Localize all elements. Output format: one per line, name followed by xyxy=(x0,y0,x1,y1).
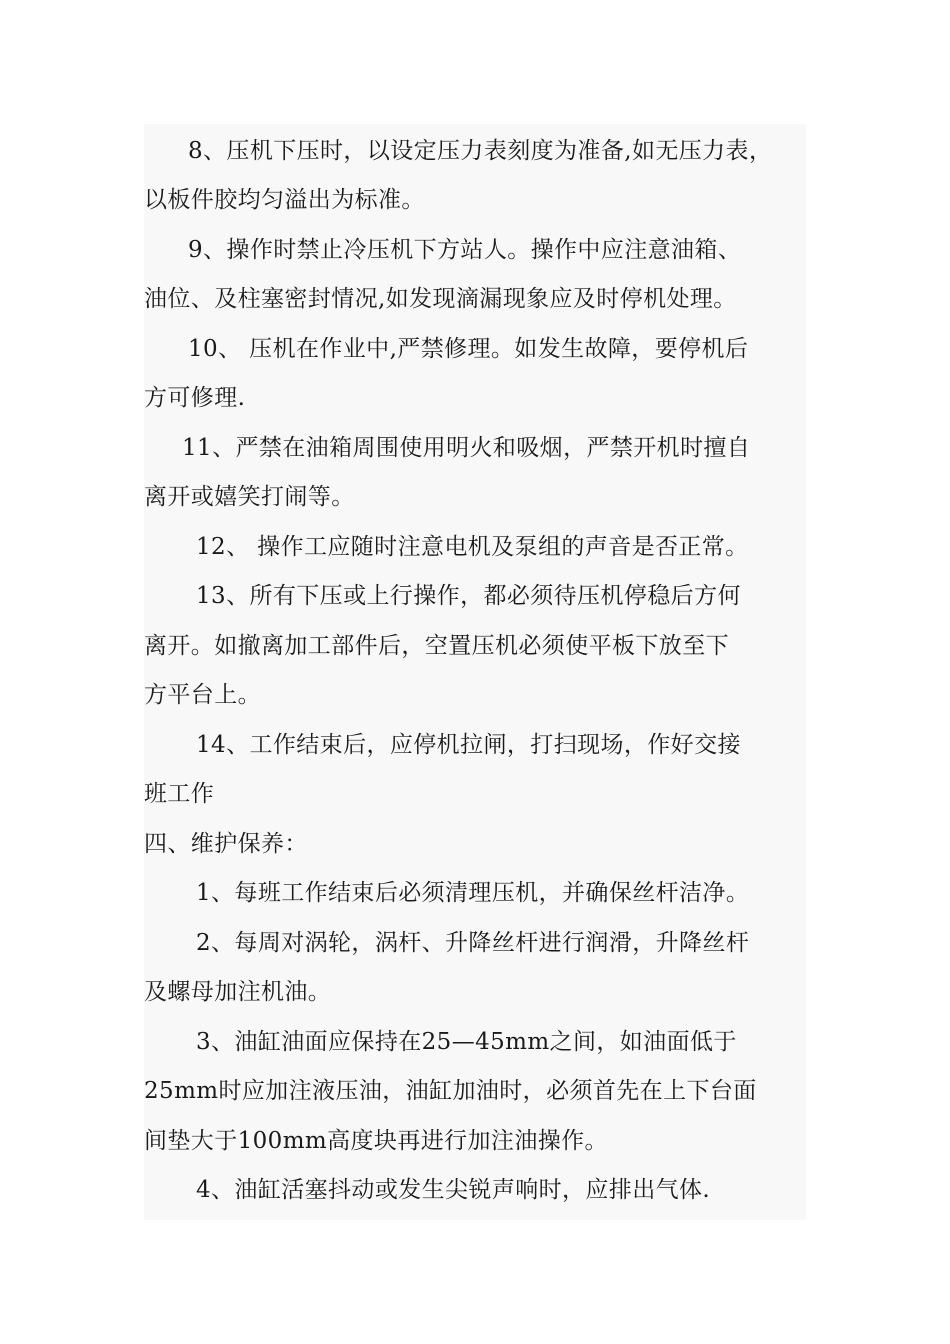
maintenance-item-2-line-1: 2、每周对涡轮，涡杆、升降丝杆进行润滑，升降丝杆 xyxy=(196,930,750,956)
paragraph-10-line-2: 方可修理. xyxy=(144,385,246,411)
maintenance-item-3-line-3: 间垫大于100mm高度块再进行加注油操作。 xyxy=(144,1128,608,1154)
paragraph-11-line-2: 离开或嬉笑打闹等。 xyxy=(144,484,355,510)
maintenance-item-1-line-1: 1、每班工作结束后必须清理压机，并确保丝杆洁净。 xyxy=(196,880,750,906)
paragraph-13-line-1: 13、所有下压或上行操作，都必须待压机停稳后方何 xyxy=(196,583,741,609)
document-text-block xyxy=(144,124,806,1220)
maintenance-item-3-line-1: 3、油缸油面应保持在25—45mm之间，如油面低于 xyxy=(196,1029,737,1055)
paragraph-14-line-1: 14、工作结束后，应停机拉闸，打扫现场，作好交接 xyxy=(196,732,741,758)
paragraph-12-line-1: 12、 操作工应随时注意电机及泵组的声音是否正常。 xyxy=(196,534,749,560)
paragraph-9-line-2: 油位、及柱塞密封情况,如发现滴漏现象应及时停机处理。 xyxy=(144,286,737,312)
section-heading-maintenance: 四、维护保养： xyxy=(144,831,308,857)
maintenance-item-2-line-2: 及螺母加注机油。 xyxy=(144,979,332,1005)
maintenance-item-4-line-1: 4、油缸活塞抖动或发生尖锐声响时，应排出气体. xyxy=(196,1177,711,1203)
paragraph-8-line-1: 8、压机下压时，以设定压力表刻度为准备,如无压力表， xyxy=(188,138,773,164)
paragraph-10-line-1: 10、 压机在作业中,严禁修理。如发生故障，要停机后 xyxy=(188,336,749,362)
paragraph-11-line-1: 11、严禁在油箱周围使用明火和吸烟，严禁开机时擅自 xyxy=(182,435,751,461)
paragraph-13-line-3: 方平台上。 xyxy=(144,682,261,708)
paragraph-13-line-2: 离开。如撤离加工部件后，空置压机必须使平板下放至下 xyxy=(144,633,729,659)
paragraph-8-line-2: 以板件胶均匀溢出为标准。 xyxy=(144,187,425,213)
paragraph-9-line-1: 9、操作时禁止冷压机下方站人。操作中应注意油箱、 xyxy=(188,237,742,263)
maintenance-item-3-line-2: 25mm时应加注液压油，油缸加油时，必须首先在上下台面 xyxy=(144,1078,757,1104)
paragraph-14-line-2: 班工作 xyxy=(144,781,215,807)
